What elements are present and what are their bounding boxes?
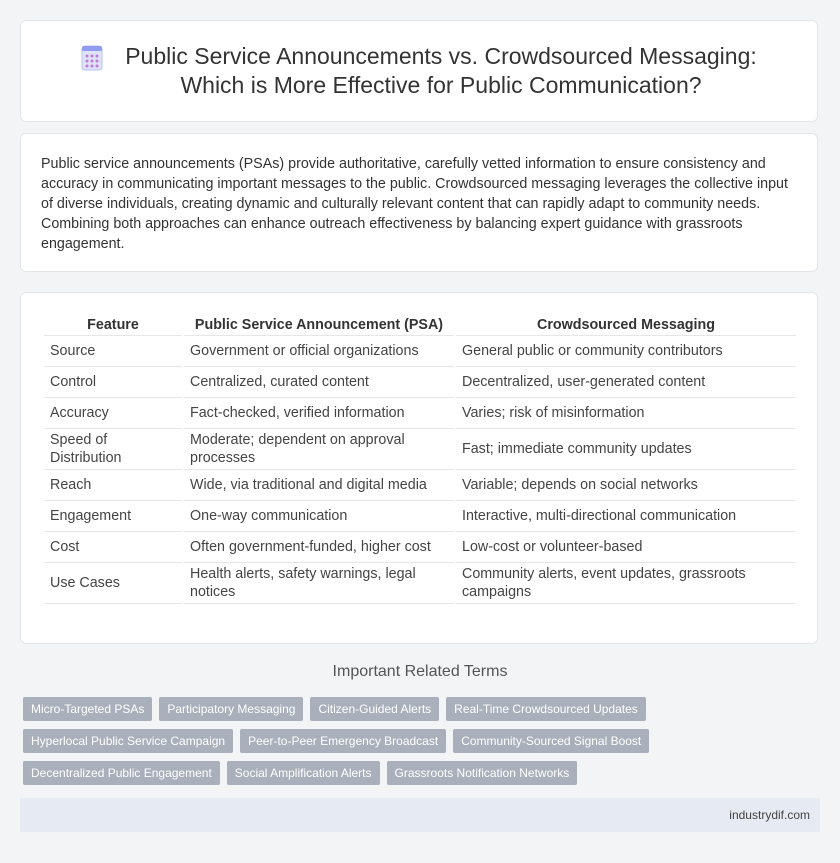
- tag-row: [23, 729, 823, 753]
- table-row: [44, 336, 796, 367]
- table-row: [44, 367, 796, 398]
- header-psa: Public Service Announcement (PSA): [184, 307, 454, 336]
- psa-cell: Fact-checked, verified information: [184, 398, 454, 429]
- crowdsourced-cell: Fast; immediate community updates: [456, 429, 796, 470]
- footer-site-link[interactable]: industrydif.com: [729, 808, 810, 822]
- tag-micro-targeted-psas[interactable]: Micro-Targeted PSAs: [23, 697, 152, 721]
- crowdsourced-cell: Decentralized, user-generated content: [456, 367, 796, 398]
- header-feature: Feature: [44, 307, 182, 336]
- psa-cell: Often government-funded, higher cost: [184, 532, 454, 563]
- comparison-card: [20, 292, 818, 644]
- intro-text: Public service announcements (PSAs) provide authoritative, carefully vetted information to ensure consistency and accuracy in communicating important messages to the public. Crowdsourced messaging leverages the collective input of diverse individuals, creating dynamic and culturally relevant content that can rapidly adapt to community needs. Combining both approaches can enhance outreach effectiveness by balancing expert guidance with grassroots engagement.: [41, 156, 788, 252]
- psa-cell: Wide, via traditional and digital media: [184, 470, 454, 501]
- document-grid-icon: [81, 45, 103, 71]
- table-row: [44, 563, 796, 604]
- table-row: [44, 532, 796, 563]
- footer: [20, 798, 820, 832]
- crowdsourced-cell: Interactive, multi-directional communication: [456, 501, 796, 532]
- feature-cell: Cost: [44, 532, 182, 563]
- crowdsourced-cell: Varies; risk of misinformation: [456, 398, 796, 429]
- feature-cell: Engagement: [44, 501, 182, 532]
- title-line-2: Which is More Effective for Public Communication?: [180, 72, 702, 98]
- crowdsourced-cell: Community alerts, event updates, grassroots campaigns: [456, 563, 796, 604]
- tag-peer-to-peer-emergency-broadcast[interactable]: Peer-to-Peer Emergency Broadcast: [240, 729, 446, 753]
- comparison-table: [42, 307, 798, 604]
- intro-card: [20, 133, 818, 272]
- psa-cell: Government or official organizations: [184, 336, 454, 367]
- tag-grassroots-notification-networks[interactable]: Grassroots Notification Networks: [387, 761, 578, 785]
- feature-cell: Use Cases: [44, 563, 182, 604]
- psa-cell: Health alerts, safety warnings, legal notices: [184, 563, 454, 604]
- tag-social-amplification-alerts[interactable]: Social Amplification Alerts: [227, 761, 380, 785]
- tag-decentralized-public-engagement[interactable]: Decentralized Public Engagement: [23, 761, 220, 785]
- related-terms-title: Important Related Terms: [332, 663, 508, 680]
- tag-community-sourced-signal-boost[interactable]: Community-Sourced Signal Boost: [453, 729, 649, 753]
- crowdsourced-cell: Low-cost or volunteer-based: [456, 532, 796, 563]
- tag-row: [23, 697, 823, 721]
- title-line-1: Public Service Announcements vs. Crowdsourced Messaging:: [125, 43, 757, 69]
- table-header-row: [44, 307, 796, 336]
- psa-cell: Moderate; dependent on approval processes: [184, 429, 454, 470]
- feature-cell: Source: [44, 336, 182, 367]
- crowdsourced-cell: General public or community contributors: [456, 336, 796, 367]
- related-terms-tags: [23, 697, 823, 793]
- tag-citizen-guided-alerts[interactable]: Citizen-Guided Alerts: [310, 697, 439, 721]
- feature-cell: Control: [44, 367, 182, 398]
- crowdsourced-cell: Variable; depends on social networks: [456, 470, 796, 501]
- feature-cell: Reach: [44, 470, 182, 501]
- psa-cell: Centralized, curated content: [184, 367, 454, 398]
- tag-hyperlocal-public-service-campaign[interactable]: Hyperlocal Public Service Campaign: [23, 729, 233, 753]
- feature-cell: Accuracy: [44, 398, 182, 429]
- tag-participatory-messaging[interactable]: Participatory Messaging: [159, 697, 303, 721]
- header-crowdsourced: Crowdsourced Messaging: [456, 307, 796, 336]
- header-card: [20, 20, 818, 122]
- table-row: [44, 398, 796, 429]
- tag-real-time-crowdsourced-updates[interactable]: Real-Time Crowdsourced Updates: [446, 697, 646, 721]
- table-row: [44, 501, 796, 532]
- table-row: [44, 429, 796, 470]
- tag-row: [23, 761, 823, 785]
- feature-cell: Speed of Distribution: [44, 429, 182, 470]
- psa-cell: One-way communication: [184, 501, 454, 532]
- table-row: [44, 470, 796, 501]
- page-title: [125, 42, 757, 100]
